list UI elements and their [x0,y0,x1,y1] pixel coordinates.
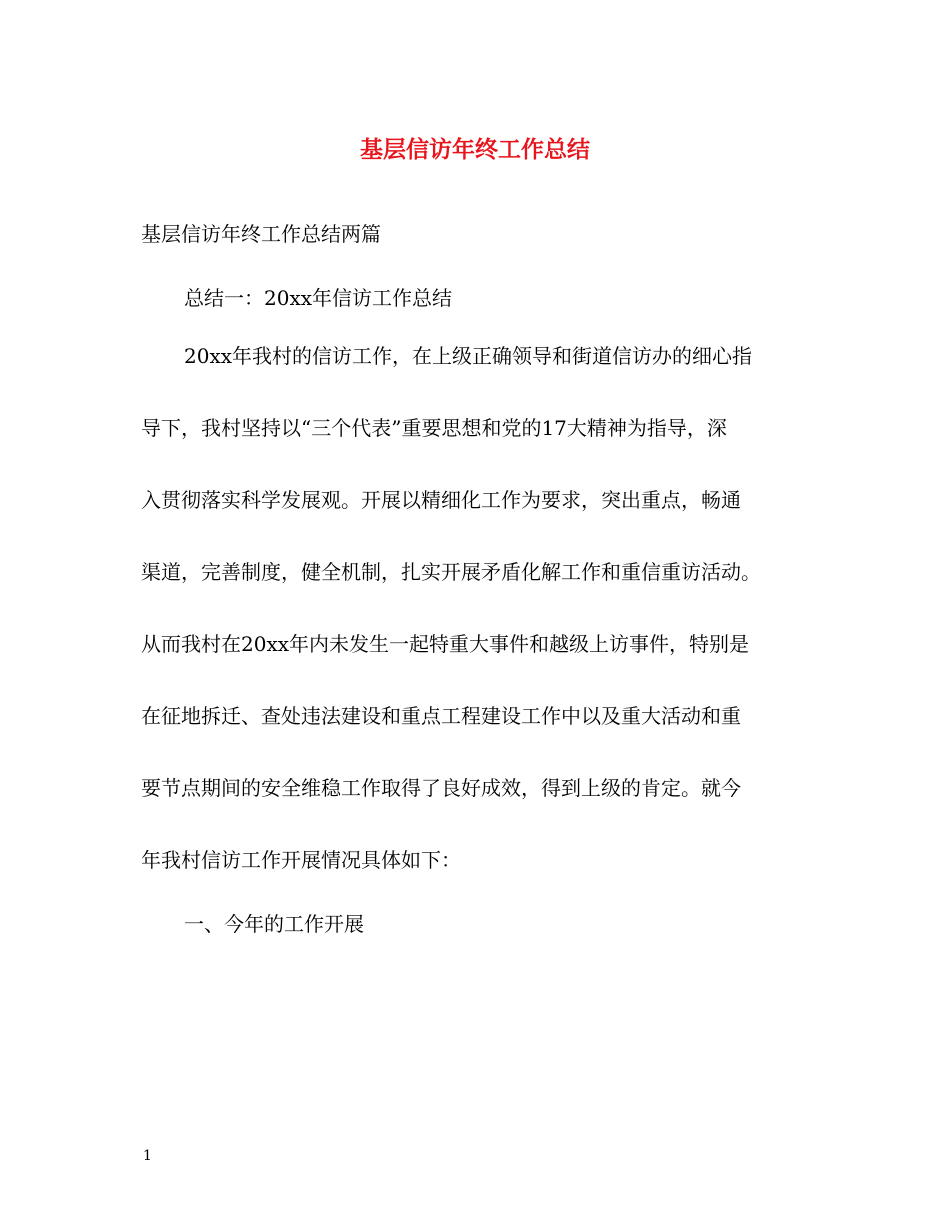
body-line: 从而我村在20xx年内未发生一起特重大事件和越级上访事件，特别是 [141,632,750,656]
document-subtitle: 基层信访年终工作总结两篇 [141,222,381,246]
body-line: 导下，我村坚持以“三个代表”重要思想和党的17大精神为指导，深 [141,416,727,440]
body-line: 年我村信访工作开展情况具体如下： [141,848,461,872]
body-line: 要节点期间的安全维稳工作取得了良好成效，得到上级的肯定。就今 [141,776,741,800]
page-number: 1 [143,1148,152,1164]
subheading: 一、今年的工作开展 [184,912,364,936]
body-line: 渠道，完善制度，健全机制，扎实开展矛盾化解工作和重信重访活动。 [141,560,761,584]
section-heading: 总结一：20xx年信访工作总结 [184,286,453,310]
document-title: 基层信访年终工作总结 [360,136,590,163]
body-line: 在征地拆迁、查处违法建设和重点工程建设工作中以及重大活动和重 [141,704,741,728]
body-line: 20xx年我村的信访工作，在上级正确领导和街道信访办的细心指 [184,344,753,368]
body-line: 入贯彻落实科学发展观。开展以精细化工作为要求，突出重点，畅通 [141,488,741,512]
